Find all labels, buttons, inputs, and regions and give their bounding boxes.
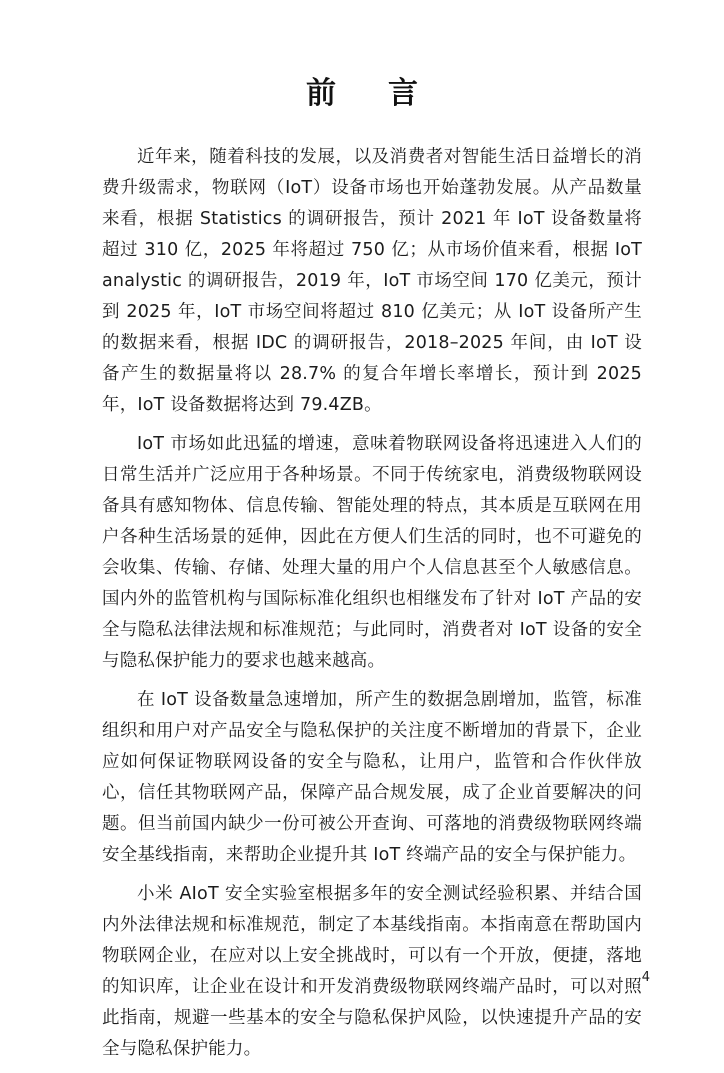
body-text bbox=[102, 142, 642, 1073]
page-number: 4 bbox=[641, 970, 650, 985]
page-title: 前言 bbox=[306, 76, 470, 111]
paragraph-1: 近年来，随着科技的发展，以及消费者对智能生活日益增长的消费升级需求，物联网（IoT）设备市场也开始蓬勃发展。从产品数量来看，根据 Statistics 的调研报告，预计 2021 年 IoT 设备数量将超过 310 亿，2025 年将超过 750 亿；从市场价值来看，根据 IoT analystic 的调研报告，2019 年，IoT 市场空间 170 亿美元，预计到 2025 年，IoT 市场空间将超过 810 亿美元；从 IoT 设备所产生的数据来看，根据 IDC 的调研报告，2018–2025 年间，由 IoT 设备产生的数据量将以 28.7% 的复合年增长率增长，预计到 2025 年，IoT 设备数据将达到 79.4ZB。 bbox=[102, 147, 642, 415]
paragraph-2: IoT 市场如此迅猛的增速，意味着物联网设备将迅速进入人们的日常生活并广泛应用于各种场景。不同于传统家电，消费级物联网设备具有感知物体、信息传输、智能处理的特点，其本质是互联网在用户各种生活场景的延伸，因此在方便人们生活的同时，也不可避免的会收集、传输、存储、处理大量的用户个人信息甚至个人敏感信息。国内外的监管机构与国际标准化组织也相继发布了针对 IoT 产品的安全与隐私法律法规和标准规范；与此同时，消费者对 IoT 设备的安全与隐私保护能力的要求也越来越高。 bbox=[102, 434, 642, 671]
paragraph-3: 在 IoT 设备数量急速增加，所产生的数据急剧增加，监管，标准组织和用户对产品安全与隐私保护的关注度不断增加的背景下，企业应如何保证物联网设备的安全与隐私，让用户，监管和合作伙伴放心，信任其物联网产品，保障产品合规发展，成了企业首要解决的问题。但当前国内缺少一份可被公开查询、可落地的消费级物联网终端安全基线指南，来帮助企业提升其 IoT 终端产品的安全与保护能力。 bbox=[102, 690, 642, 865]
paragraph-4: 小米 AIoT 安全实验室根据多年的安全测试经验积累、并结合国内外法律法规和标准规范，制定了本基线指南。本指南意在帮助国内物联网企业，在应对以上安全挑战时，可以有一个开放，便捷，落地的知识库，让企业在设计和开发消费级物联网终端产品时，可以对照此指南，规避一些基本的安全与隐私保护风险，以快速提升产品的安全与隐私保护能力。 bbox=[102, 884, 642, 1059]
